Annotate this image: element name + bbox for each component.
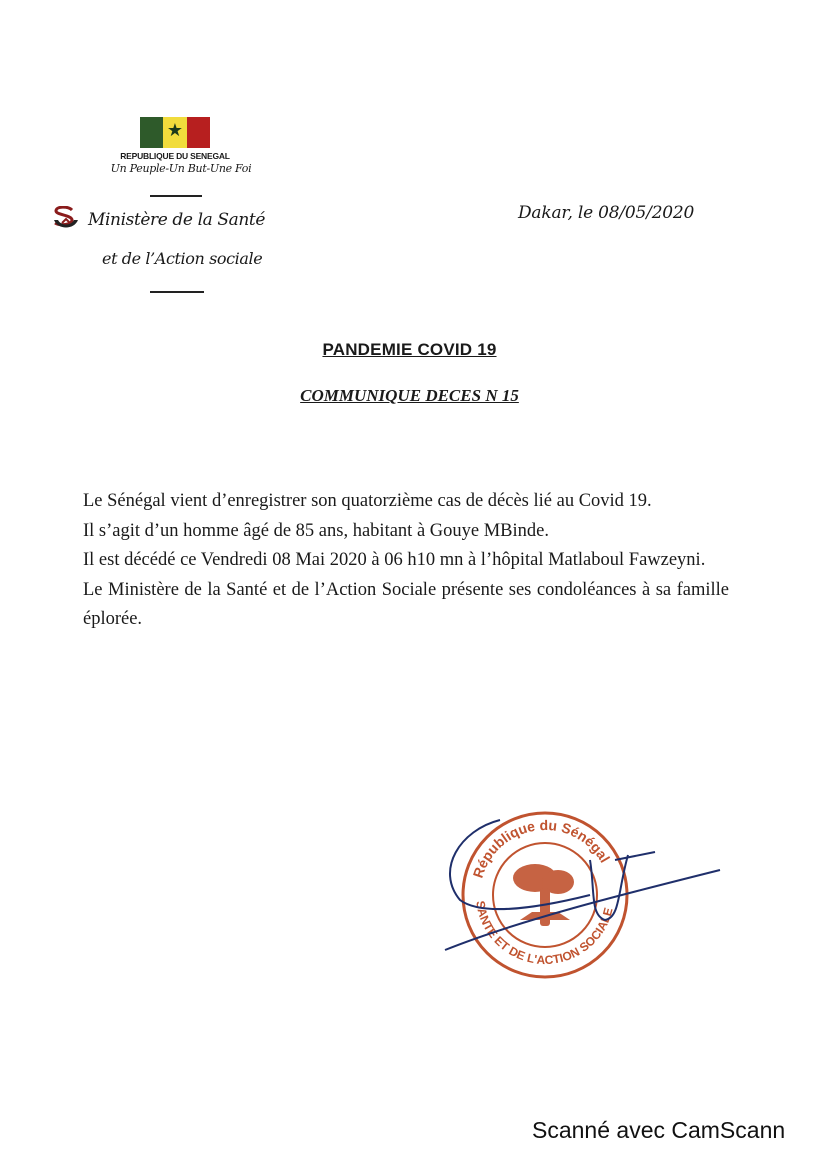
svg-text:République du Sénégal: République du Sénégal [469,816,614,880]
ministry-name-line1: Ministère de la Santé [88,210,265,230]
paragraph: Il est décédé ce Vendredi 08 Mai 2020 à 06 h10 mn à l’hôpital Matlaboul Fawzeyni. [83,550,706,570]
document-subtitle: COMMUNIQUE DECES N 15 [300,386,519,405]
document-title: PANDEMIE COVID 19 [322,340,497,359]
svg-text:SANTE ET DE L'ACTION SOCIALE: SANTE ET DE L'ACTION SOCIALE [473,899,616,968]
communique-body [83,487,729,635]
republic-label: REPUBLIQUE DU SENEGAL [120,151,230,161]
stamp-seal-icon [463,813,627,977]
divider [150,291,204,293]
paragraph: Le Sénégal vient d’enregistrer son quatorzième cas de décès lié au Covid 19. [83,491,652,511]
divider [150,195,202,197]
ministry-name-line2: et de l’Action sociale [102,249,263,268]
flag-green-band [140,117,163,148]
star-icon: ★ [166,120,184,141]
flag-red-band [187,117,210,148]
place-and-date: Dakar, le 08/05/2020 [518,203,695,223]
flag-yellow-band [163,117,186,148]
paragraph: Le Ministère de la Santé et de l’Action Sociale présente ses condoléances à sa famille éplorée. [83,579,729,629]
scanner-watermark: Scanné avec CamScann [532,1117,786,1143]
paragraph: Il s’agit d’un homme âgé de 85 ans, habitant à Gouye MBinde. [83,520,549,541]
senegal-flag [140,117,210,148]
official-stamp [440,800,730,980]
national-motto: Un Peuple-Un But-Une Foi [110,162,252,175]
ministry-logo-icon [50,206,82,232]
